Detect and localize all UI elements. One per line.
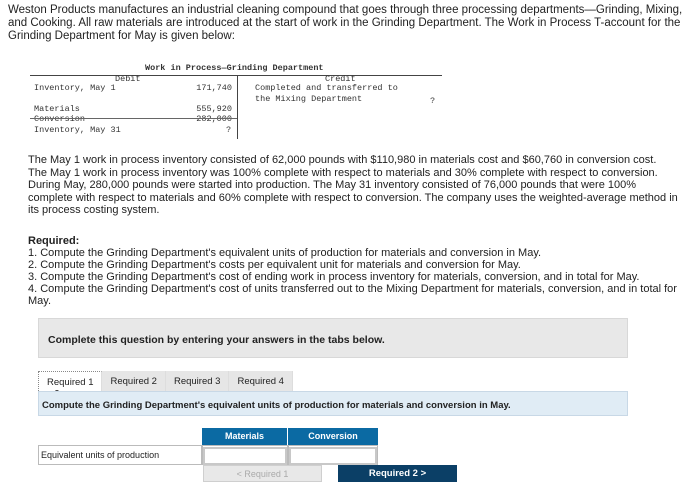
- tab-required-4[interactable]: Required 4: [229, 371, 292, 391]
- inventory-may1-label: Inventory, May 1: [34, 83, 116, 93]
- inventory-may1-value: 171,740: [196, 83, 232, 93]
- t-account-subtotal-line: [30, 118, 237, 119]
- prev-button[interactable]: < Required 1: [203, 465, 322, 482]
- grid-header-conversion: Conversion: [288, 428, 378, 445]
- t-account-center-line: [237, 75, 238, 139]
- credit-value: ?: [430, 96, 436, 106]
- problem-intro: Weston Products manufactures an industrial cleaning compound that goes through three processing departments—Grinding, Mixing, and Cooking. All raw materials are introduced at the start of work in the Grinding Department. The Work in Process T-account for the Grinding Department for May is given below:: [8, 4, 683, 42]
- instructions-panel: [38, 318, 628, 358]
- t-account-debit-label: Debit: [115, 74, 141, 84]
- required-tabs: [38, 371, 293, 391]
- problem-paragraph: The May 1 work in process inventory consisted of 62,000 pounds with $110,980 in materials cost and $60,760 in conversion cost. The May 1 work in process inventory was 100% complete with respect to materials and 30% complete with respect to conversion. During May, 280,000 pounds were started into production. The May 31 inventory consisted of 76,000 pounds that were 100% complete with respect to materials and 60% complete with respect to conversion. The company uses the weighted-average method in its process costing system.: [28, 154, 678, 216]
- inventory-may31-label: Inventory, May 31: [34, 125, 121, 135]
- required-list: [28, 247, 678, 307]
- materials-label: Materials: [34, 104, 80, 114]
- required-item-2: 2. Compute the Grinding Department's costs per equivalent unit for materials and conversion for May.: [28, 259, 521, 271]
- required-item-3: 3. Compute the Grinding Department's cost of ending work in process inventory for materials, conversion, and in total for May.: [28, 271, 640, 283]
- next-button[interactable]: Required 2 >: [338, 465, 457, 482]
- instructions-text: Complete this question by entering your answers in the tabs below.: [48, 334, 385, 346]
- tab-instruction-bar: [38, 391, 628, 416]
- t-account-credit-label: Credit: [325, 74, 356, 84]
- conversion-value: 282,000: [196, 114, 232, 124]
- tab-instruction-text: Compute the Grinding Department's equivalent units of production for materials and conversion in May.: [42, 400, 511, 411]
- grid-header-blank: [38, 428, 202, 445]
- materials-cell: [202, 445, 288, 465]
- tab-required-1[interactable]: Required 1: [38, 371, 102, 391]
- conversion-label: Conversion: [34, 114, 86, 124]
- materials-input[interactable]: [203, 447, 287, 465]
- required-item-1: 1. Compute the Grinding Department's equivalent units of production for materials and conversion in May.: [28, 247, 542, 259]
- materials-value: 555,920: [196, 104, 232, 114]
- conversion-cell: [288, 445, 378, 465]
- conversion-input[interactable]: [289, 447, 377, 465]
- credit-desc-line2: the Mixing Department: [255, 94, 363, 104]
- required-item-4: 4. Compute the Grinding Department's cost of units transferred out to the Mixing Department for materials, conversion, and in total for May.: [28, 283, 677, 307]
- answer-grid: [38, 428, 378, 466]
- t-account-top-line: [30, 75, 442, 76]
- tab-required-2[interactable]: Required 2: [102, 371, 165, 391]
- inventory-may31-value: ?: [226, 125, 232, 135]
- t-account-title: Work in Process—Grinding Department: [145, 63, 324, 73]
- credit-desc-line1: Completed and transferred to: [255, 83, 398, 93]
- required-heading: Required:: [28, 235, 80, 247]
- grid-header-materials: Materials: [202, 428, 288, 445]
- grid-row-label: Equivalent units of production: [38, 445, 202, 465]
- tab-required-3[interactable]: Required 3: [166, 371, 229, 391]
